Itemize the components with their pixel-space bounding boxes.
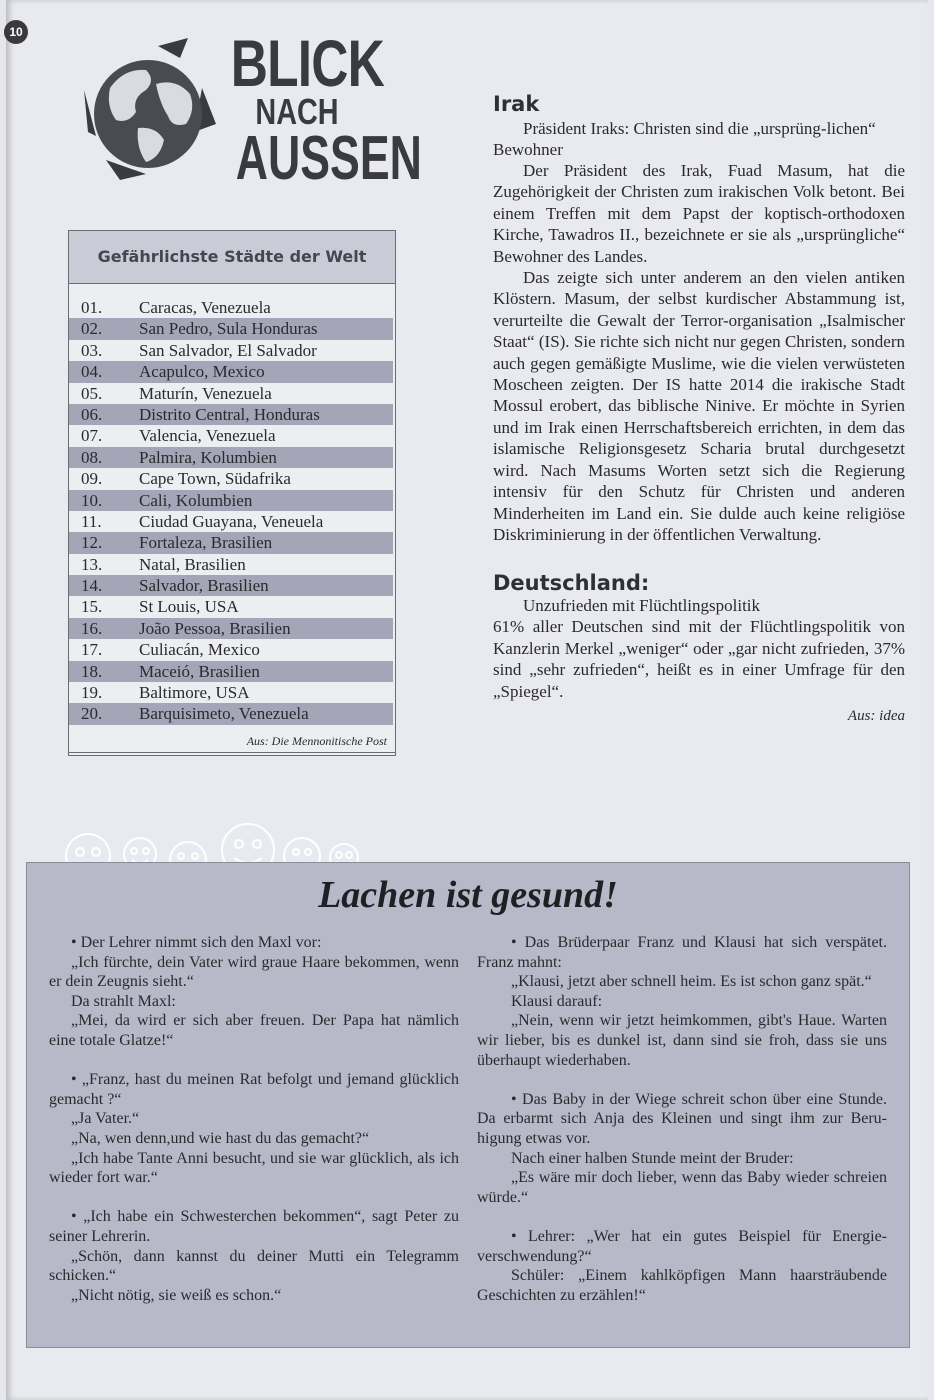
joke-spacer xyxy=(477,1207,887,1227)
joke-line: „Ich habe Tante Anni besucht, und sie war glücklich, als ich wieder fort war.“ xyxy=(49,1149,459,1187)
joke-line: Da strahlt Maxl: xyxy=(71,992,176,1010)
joke-line: „Ich fürchte, dein Vater wird graue Haare bekommen, wenn er dein Zeugnis sieht.“ xyxy=(49,953,459,991)
cities-title: Gefährlichste Städte der Welt xyxy=(69,231,395,284)
city-rank: 20. xyxy=(81,704,103,724)
city-name: Culiacán, Mexico xyxy=(139,640,260,660)
joke-line: „Na, wen denn,und wie hast du das gemacht?“ xyxy=(71,1129,370,1147)
city-rank: 16. xyxy=(81,618,103,638)
cities-source: Aus: Die Mennonitische Post xyxy=(246,734,387,748)
city-row xyxy=(69,596,393,617)
city-rank: 03. xyxy=(81,340,103,360)
joke-spacer xyxy=(477,1070,887,1090)
city-name: João Pessoa, Brasilien xyxy=(139,618,291,638)
irak-heading: Irak xyxy=(493,92,540,116)
page-number: 10 xyxy=(4,20,28,44)
city-row xyxy=(69,661,393,682)
city-rank: 18. xyxy=(81,661,103,681)
city-name: Distrito Central, Honduras xyxy=(139,404,320,424)
city-row xyxy=(69,468,393,489)
irak-subtitle: Präsident Iraks: Christen sind die „ursprüng-lichen“ Bewohner xyxy=(493,119,876,159)
magazine-page xyxy=(6,0,928,1400)
city-rank: 05. xyxy=(81,383,103,403)
joke-line: Nach einer halben Stunde meint der Bruder: xyxy=(511,1149,794,1167)
cities-divider xyxy=(69,752,395,753)
city-rank: 19. xyxy=(81,683,103,703)
news-column xyxy=(493,92,905,725)
city-rank: 04. xyxy=(81,362,103,382)
city-rank: 08. xyxy=(81,447,103,467)
irak-paragraph-2: Das zeigte sich unter anderem an den vielen antiken Klöstern. Masum, der selbst kurdischer Abstammung ist, verurteilte die Gewalt der Terror-organisation „Isalmischer Staat“ (IS). Sie richte sich nicht nur gegen Christen, sondern auch gegen gemäßigte Muslime, wie die vielen verwüsteten Moscheen zeigten. Der IS hatte 2014 die irakische Stadt Mossul erobert, das biblische Ninive. Er möchte in Syrien und im Irak einen Herrschaftsbereich errichten, in dem das islamische Religionsgesetz Scharia brutal durchgesetzt wird. Nach Masums Worten setzt sich die Regierung intensiv für den Schutz für Christen und anderen Minderheiten im Land ein. Sie dulde auch keine religiöse Diskriminierung in der öffentlichen Verwaltung. xyxy=(493,268,905,544)
city-name: Fortaleza, Brasilien xyxy=(139,533,273,553)
logo-line-blick: BLICK xyxy=(230,26,385,100)
city-row xyxy=(69,575,393,596)
city-row xyxy=(69,682,393,703)
logo-line-nach: NACH xyxy=(255,91,339,132)
city-rank: 12. xyxy=(81,533,103,553)
joke-spacer xyxy=(49,1188,459,1208)
city-row xyxy=(69,340,393,361)
city-name: Barquisimeto, Venezuela xyxy=(139,704,309,724)
city-name: Acapulco, Mexico xyxy=(139,362,265,382)
deutschland-heading: Deutschland: xyxy=(493,571,650,596)
city-row xyxy=(69,532,393,553)
city-name: Palmira, Kolumbien xyxy=(139,447,277,467)
irak-paragraph-1: Der Präsident des Irak, Fuad Masum, hat die Zugehörigkeit der Christen zum irakischen Volk betont. Bei einem Treffen mit dem Papst der koptisch-orthodoxen Kirche, Tawadros II., bezeichnete er sie als „ursprüngliche“ Bewohner des Landes. xyxy=(493,161,905,266)
city-name: Cali, Kolumbien xyxy=(139,490,253,510)
city-name: Maturín, Venezuela xyxy=(139,383,272,403)
city-rank: 11. xyxy=(81,511,102,531)
city-rank: 13. xyxy=(81,554,103,574)
joke-line: • Das Baby in der Wiege schreit schon über eine Stunde. Da erbarmt sich Anja des Kleinen und singt ihm zur Beru-higung etwas vor. xyxy=(477,1090,887,1147)
city-name: Valencia, Venezuela xyxy=(139,426,276,446)
city-rank: 10. xyxy=(81,490,103,510)
city-name: Cape Town, Südafrika xyxy=(139,469,291,489)
city-rank: 01. xyxy=(81,298,103,317)
deutschland-subtitle: Unzufrieden mit Flüchtlingspolitik xyxy=(523,596,761,616)
city-row xyxy=(69,511,393,532)
city-row xyxy=(69,318,393,339)
logo-line-aussen: AUSSEN xyxy=(235,124,422,193)
city-name: Salvador, Brasilien xyxy=(139,576,269,596)
city-rank: 07. xyxy=(81,426,103,446)
city-row xyxy=(69,361,393,382)
cities-list xyxy=(69,297,393,725)
city-name: San Salvador, El Salvador xyxy=(139,340,317,360)
city-name: Caracas, Venezuela xyxy=(139,298,271,317)
city-row xyxy=(69,703,393,724)
city-rank: 17. xyxy=(81,640,103,660)
joke-line: „Schön, dann kannst du deiner Mutti ein Telegramm schicken.“ xyxy=(49,1247,459,1285)
city-row xyxy=(69,490,393,511)
city-rank: 14. xyxy=(81,576,103,596)
joke-line: • „Ich habe ein Schwesterchen bekommen“, sagt Peter zu seiner Lehrerin. xyxy=(49,1208,459,1245)
jokes-box xyxy=(26,862,910,1348)
deutschland-source: Aus: idea xyxy=(847,707,905,724)
city-row xyxy=(69,383,393,404)
deutschland-paragraph: 61% aller Deutschen sind mit der Flüchtlingspolitik von Kanzlerin Merkel „weniger“ oder „gar nicht zufrieden, 37% sind „sehr zufrieden“, heißt es in einer Umfrage für den „Spiegel“. xyxy=(493,617,905,701)
city-rank: 09. xyxy=(81,469,103,489)
joke-line: „Mei, da wird er sich aber freuen. Der Papa hat nämlich eine totale Glatze!“ xyxy=(49,1012,459,1049)
joke-line: • „Franz, hast du meinen Rat befolgt und jemand glücklich gemacht ?“ xyxy=(49,1071,459,1108)
joke-line: Schüler: „Einem kahlköpfigen Mann haarsträubende Geschichten zu erzählen!“ xyxy=(477,1267,887,1304)
city-name: Ciudad Guayana, Veneuela xyxy=(139,511,324,531)
city-row xyxy=(69,425,393,446)
city-row xyxy=(69,447,393,468)
city-name: Maceió, Brasilien xyxy=(139,661,260,681)
jokes-left-column xyxy=(49,933,459,1305)
city-row xyxy=(69,639,393,660)
joke-spacer xyxy=(49,1051,459,1071)
city-name: St Louis, USA xyxy=(139,597,239,617)
joke-line: • Lehrer: „Wer hat ein gutes Beispiel für Energie-verschwendung?“ xyxy=(477,1227,887,1265)
joke-line: • Das Brüderpaar Franz und Klausi hat sich verspätet. Franz mahnt: xyxy=(477,934,887,971)
city-rank: 06. xyxy=(81,404,103,424)
joke-line: „Klausi, jetzt aber schnell heim. Es ist schon ganz spät.“ xyxy=(511,973,872,991)
city-row xyxy=(69,404,393,425)
jokes-title: Lachen ist gesund! xyxy=(318,874,618,916)
city-name: Natal, Brasilien xyxy=(139,554,246,574)
joke-line: „Nein, wenn wir jetzt heimkommen, gibt's Haue. Warten wir lieber, bis es dunkel ist, dann sind sie froh, dass sie uns überhaupt wiederhaben. xyxy=(477,1012,887,1069)
logo-wordmark xyxy=(212,26,422,193)
city-name: San Pedro, Sula Honduras xyxy=(139,319,318,339)
city-row xyxy=(69,618,393,639)
city-row xyxy=(69,297,393,318)
city-rank: 15. xyxy=(81,597,103,617)
joke-line: „Nicht nötig, sie weiß es schon.“ xyxy=(71,1286,282,1304)
joke-line: Klausi darauf: xyxy=(511,992,603,1010)
city-row xyxy=(69,554,393,575)
jokes-right-column xyxy=(477,933,887,1305)
city-name: Baltimore, USA xyxy=(139,683,250,703)
joke-line: • Der Lehrer nimmt sich den Maxl vor: xyxy=(71,934,322,951)
dangerous-cities-box xyxy=(68,230,396,756)
city-rank: 02. xyxy=(81,319,103,339)
joke-line: „Es wäre mir doch lieber, wenn das Baby wieder schreien würde.“ xyxy=(477,1169,887,1206)
joke-line: „Ja Vater.“ xyxy=(71,1110,140,1128)
